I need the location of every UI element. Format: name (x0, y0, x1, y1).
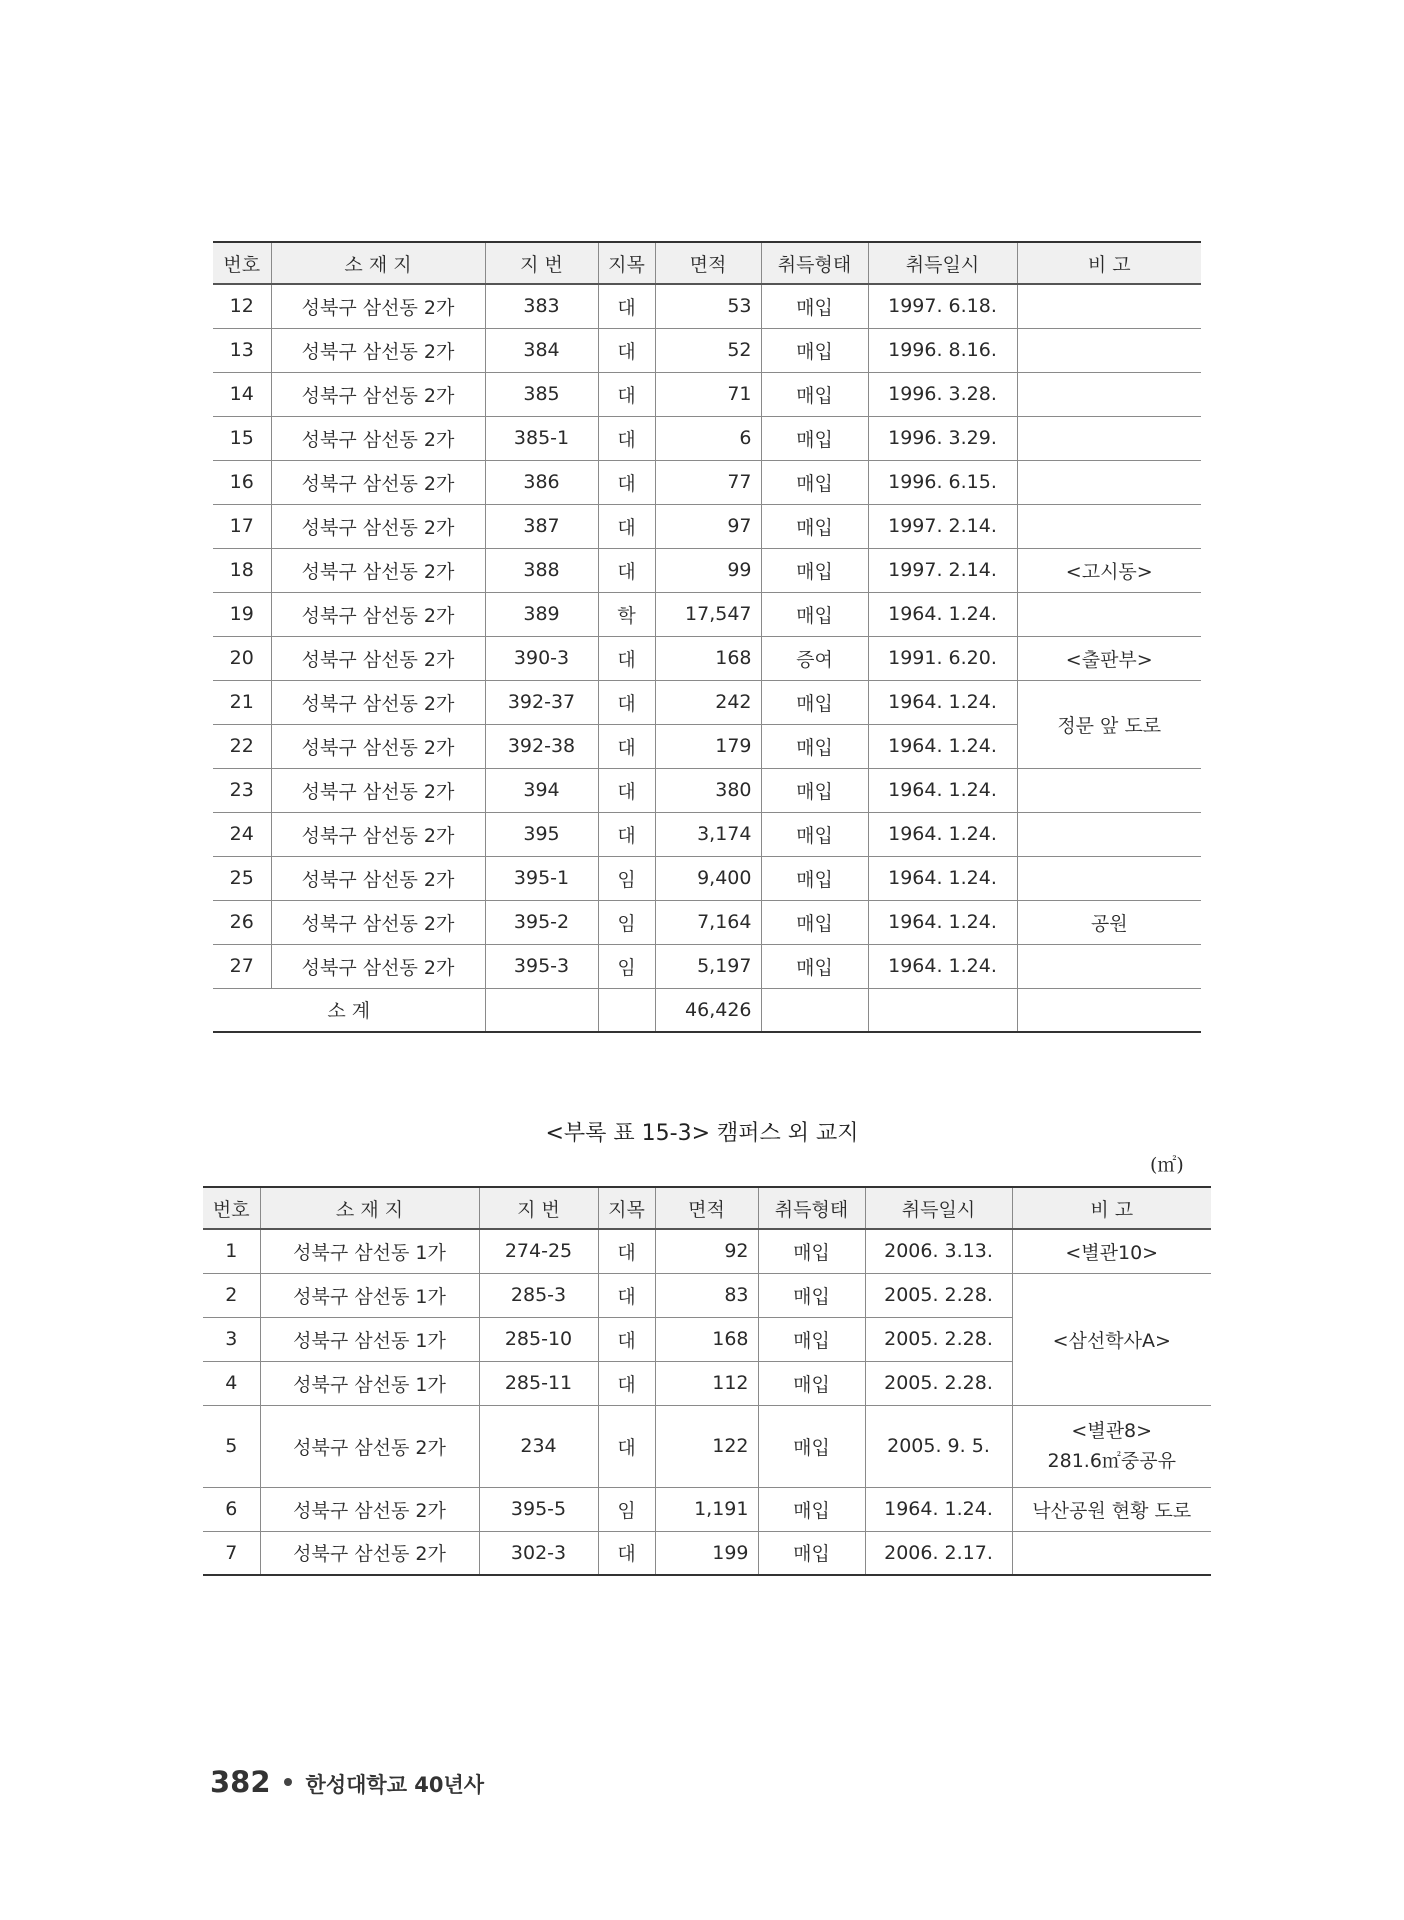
cell-remarks (1017, 504, 1201, 548)
cell-land-category: 대 (598, 812, 655, 856)
header-acquisition-type: 취득형태 (761, 242, 868, 284)
cell-lot-number: 395 (485, 812, 598, 856)
cell-land-category: 학 (598, 592, 655, 636)
cell-location: 성북구 삼선동 1가 (260, 1317, 479, 1361)
cell-location: 성북구 삼선동 2가 (271, 812, 485, 856)
cell-number: 6 (203, 1487, 260, 1531)
table-row (203, 1273, 1211, 1317)
table-row (203, 1531, 1211, 1575)
cell-remarks (1012, 1531, 1211, 1575)
cell-acquisition-type: 매입 (761, 680, 868, 724)
cell-lot-number: 388 (485, 548, 598, 592)
cell-land-category: 임 (598, 900, 655, 944)
table-row (213, 548, 1201, 592)
cell-acquisition-type: 매입 (758, 1317, 865, 1361)
cell-land-category: 임 (598, 1487, 655, 1531)
cell-land-category: 대 (598, 768, 655, 812)
header-lot-number: 지 번 (485, 242, 598, 284)
cell-land-category: 대 (598, 636, 655, 680)
cell-acquisition-date: 1964. 1.24. (868, 680, 1017, 724)
cell-location: 성북구 삼선동 2가 (271, 460, 485, 504)
cell-number: 17 (213, 504, 271, 548)
cell-acquisition-date: 1964. 1.24. (868, 944, 1017, 988)
cell-acquisition-type: 매입 (761, 900, 868, 944)
cell-number: 26 (213, 900, 271, 944)
table-row (213, 372, 1201, 416)
cell-remarks: <출판부> (1017, 636, 1201, 680)
cell-acquisition-date: 1964. 1.24. (865, 1487, 1012, 1531)
table-row (203, 1229, 1211, 1273)
cell-acquisition-date: 2006. 3.13. (865, 1229, 1012, 1273)
cell-land-category: 대 (598, 724, 655, 768)
cell-land-category: 대 (598, 460, 655, 504)
cell-lot-number: 395-5 (479, 1487, 598, 1531)
cell-acquisition-date: 1996. 6.15. (868, 460, 1017, 504)
cell-acquisition-type: 매입 (758, 1361, 865, 1405)
cell-acquisition-type: 매입 (758, 1273, 865, 1317)
table-row (213, 284, 1201, 328)
cell-lot-number: 302-3 (479, 1531, 598, 1575)
cell-acquisition-type: 매입 (758, 1405, 865, 1487)
cell-remarks (1017, 856, 1201, 900)
subtotal-empty-cell (485, 988, 598, 1032)
cell-location: 성북구 삼선동 2가 (260, 1405, 479, 1487)
cell-acquisition-date: 1964. 1.24. (868, 856, 1017, 900)
page-number: 382 (210, 1765, 271, 1799)
cell-remarks (1017, 592, 1201, 636)
cell-number: 15 (213, 416, 271, 460)
cell-lot-number: 285-10 (479, 1317, 598, 1361)
cell-land-category: 대 (598, 1317, 655, 1361)
cell-number: 1 (203, 1229, 260, 1273)
header-remarks: 비 고 (1012, 1187, 1211, 1229)
cell-location: 성북구 삼선동 2가 (271, 944, 485, 988)
cell-acquisition-type: 매입 (761, 328, 868, 372)
cell-remarks (1017, 416, 1201, 460)
cell-lot-number: 387 (485, 504, 598, 548)
bullet-dot-icon (284, 1778, 292, 1786)
cell-area: 380 (655, 768, 761, 812)
cell-acquisition-date: 1997. 2.14. (868, 548, 1017, 592)
table-header-row (203, 1187, 1211, 1229)
header-acquisition-date: 취득일시 (868, 242, 1017, 284)
cell-acquisition-type: 증여 (761, 636, 868, 680)
cell-remarks (1017, 328, 1201, 372)
cell-acquisition-date: 1996. 3.28. (868, 372, 1017, 416)
cell-number: 22 (213, 724, 271, 768)
cell-area: 17,547 (655, 592, 761, 636)
cell-acquisition-date: 2005. 2.28. (865, 1361, 1012, 1405)
cell-remarks: 정문 앞 도로 (1017, 680, 1201, 768)
cell-location: 성북구 삼선동 2가 (271, 592, 485, 636)
cell-area: 97 (655, 504, 761, 548)
cell-area: 168 (655, 636, 761, 680)
cell-remarks (1017, 944, 1201, 988)
cell-remarks: 공원 (1017, 900, 1201, 944)
remarks-line: 281.6㎡중공유 (1047, 1450, 1176, 1472)
cell-number: 23 (213, 768, 271, 812)
cell-land-category: 대 (598, 1405, 655, 1487)
cell-number: 5 (203, 1405, 260, 1487)
cell-number: 20 (213, 636, 271, 680)
cell-area: 168 (655, 1317, 758, 1361)
cell-area: 179 (655, 724, 761, 768)
cell-acquisition-date: 1964. 1.24. (868, 592, 1017, 636)
cell-lot-number: 394 (485, 768, 598, 812)
cell-lot-number: 389 (485, 592, 598, 636)
cell-number: 21 (213, 680, 271, 724)
cell-acquisition-date: 1991. 6.20. (868, 636, 1017, 680)
header-land-category: 지목 (598, 242, 655, 284)
cell-acquisition-type: 매입 (761, 724, 868, 768)
header-number: 번호 (203, 1187, 260, 1229)
cell-lot-number: 274-25 (479, 1229, 598, 1273)
cell-remarks: <고시동> (1017, 548, 1201, 592)
cell-acquisition-date: 2005. 9. 5. (865, 1405, 1012, 1487)
header-location: 소 재 지 (271, 242, 485, 284)
cell-location: 성북구 삼선동 2가 (271, 328, 485, 372)
header-location: 소 재 지 (260, 1187, 479, 1229)
cell-lot-number: 285-11 (479, 1361, 598, 1405)
cell-number: 14 (213, 372, 271, 416)
table-row (213, 592, 1201, 636)
cell-number: 2 (203, 1273, 260, 1317)
table-row (213, 856, 1201, 900)
cell-lot-number: 395-2 (485, 900, 598, 944)
cell-area: 77 (655, 460, 761, 504)
cell-acquisition-date: 1997. 2.14. (868, 504, 1017, 548)
header-number: 번호 (213, 242, 271, 284)
cell-land-category: 대 (598, 416, 655, 460)
table-row (203, 1487, 1211, 1531)
cell-lot-number: 395-1 (485, 856, 598, 900)
cell-number: 7 (203, 1531, 260, 1575)
cell-acquisition-date: 2006. 2.17. (865, 1531, 1012, 1575)
cell-area: 71 (655, 372, 761, 416)
cell-remarks (1017, 284, 1201, 328)
cell-remarks (1017, 460, 1201, 504)
table-row (213, 768, 1201, 812)
cell-lot-number: 385 (485, 372, 598, 416)
cell-number: 16 (213, 460, 271, 504)
cell-location: 성북구 삼선동 2가 (271, 372, 485, 416)
table-row (213, 680, 1201, 724)
cell-location: 성북구 삼선동 1가 (260, 1361, 479, 1405)
cell-remarks: 낙산공원 현황 도로 (1012, 1487, 1211, 1531)
cell-area: 52 (655, 328, 761, 372)
cell-number: 13 (213, 328, 271, 372)
cell-lot-number: 386 (485, 460, 598, 504)
cell-area: 1,191 (655, 1487, 758, 1531)
remarks-line: <별관8> (1071, 1419, 1153, 1442)
table-row (213, 900, 1201, 944)
cell-location: 성북구 삼선동 2가 (271, 856, 485, 900)
cell-location: 성북구 삼선동 2가 (271, 900, 485, 944)
cell-acquisition-type: 매입 (761, 944, 868, 988)
cell-area: 83 (655, 1273, 758, 1317)
cell-acquisition-type: 매입 (758, 1531, 865, 1575)
cell-number: 24 (213, 812, 271, 856)
cell-area: 242 (655, 680, 761, 724)
cell-location: 성북구 삼선동 2가 (271, 548, 485, 592)
cell-land-category: 대 (598, 1273, 655, 1317)
cell-area: 3,174 (655, 812, 761, 856)
cell-area: 5,197 (655, 944, 761, 988)
cell-location: 성북구 삼선동 2가 (271, 636, 485, 680)
cell-number: 12 (213, 284, 271, 328)
cell-location: 성북구 삼선동 1가 (260, 1273, 479, 1317)
cell-remarks: <삼선학사A> (1012, 1273, 1211, 1405)
cell-area: 112 (655, 1361, 758, 1405)
book-title: 한성대학교 40년사 (305, 1773, 485, 1797)
cell-remarks (1012, 1405, 1211, 1487)
table-row (213, 328, 1201, 372)
cell-area: 7,164 (655, 900, 761, 944)
cell-area: 122 (655, 1405, 758, 1487)
cell-acquisition-date: 1997. 6.18. (868, 284, 1017, 328)
cell-number: 3 (203, 1317, 260, 1361)
table-row (213, 416, 1201, 460)
cell-lot-number: 285-3 (479, 1273, 598, 1317)
table-header-row (213, 242, 1201, 284)
cell-acquisition-date: 1964. 1.24. (868, 768, 1017, 812)
header-area: 면적 (655, 242, 761, 284)
cell-acquisition-date: 2005. 2.28. (865, 1317, 1012, 1361)
cell-location: 성북구 삼선동 2가 (260, 1487, 479, 1531)
cell-land-category: 대 (598, 328, 655, 372)
cell-land-category: 대 (598, 548, 655, 592)
subtotal-empty-cell (761, 988, 868, 1032)
cell-location: 성북구 삼선동 2가 (271, 284, 485, 328)
cell-lot-number: 390-3 (485, 636, 598, 680)
land-table-off-campus (203, 1186, 1211, 1576)
cell-number: 4 (203, 1361, 260, 1405)
header-acquisition-date: 취득일시 (865, 1187, 1012, 1229)
cell-acquisition-date: 1996. 8.16. (868, 328, 1017, 372)
cell-acquisition-type: 매입 (761, 416, 868, 460)
cell-land-category: 대 (598, 372, 655, 416)
cell-acquisition-type: 매입 (761, 460, 868, 504)
cell-acquisition-date: 1996. 3.29. (868, 416, 1017, 460)
cell-remarks (1017, 768, 1201, 812)
cell-remarks: <별관10> (1012, 1229, 1211, 1273)
cell-land-category: 임 (598, 856, 655, 900)
header-remarks: 비 고 (1017, 242, 1201, 284)
header-lot-number: 지 번 (479, 1187, 598, 1229)
cell-number: 25 (213, 856, 271, 900)
cell-acquisition-type: 매입 (761, 856, 868, 900)
cell-acquisition-date: 1964. 1.24. (868, 812, 1017, 856)
cell-lot-number: 395-3 (485, 944, 598, 988)
cell-acquisition-type: 매입 (761, 504, 868, 548)
cell-number: 19 (213, 592, 271, 636)
cell-area: 199 (655, 1531, 758, 1575)
cell-area: 99 (655, 548, 761, 592)
cell-area: 9,400 (655, 856, 761, 900)
cell-acquisition-type: 매입 (761, 768, 868, 812)
unit-label: (㎡) (1150, 1154, 1184, 1176)
subtotal-empty-cell (868, 988, 1017, 1032)
cell-land-category: 대 (598, 1531, 655, 1575)
cell-number: 18 (213, 548, 271, 592)
cell-lot-number: 384 (485, 328, 598, 372)
cell-lot-number: 392-37 (485, 680, 598, 724)
cell-location: 성북구 삼선동 2가 (271, 416, 485, 460)
cell-area: 53 (655, 284, 761, 328)
table-row (213, 636, 1201, 680)
table-row (213, 812, 1201, 856)
cell-acquisition-type: 매입 (758, 1487, 865, 1531)
cell-land-category: 대 (598, 680, 655, 724)
cell-acquisition-date: 1964. 1.24. (868, 900, 1017, 944)
cell-acquisition-type: 매입 (761, 592, 868, 636)
cell-location: 성북구 삼선동 2가 (271, 680, 485, 724)
cell-location: 성북구 삼선동 2가 (271, 768, 485, 812)
cell-lot-number: 385-1 (485, 416, 598, 460)
cell-acquisition-type: 매입 (761, 812, 868, 856)
cell-land-category: 대 (598, 1361, 655, 1405)
cell-location: 성북구 삼선동 1가 (260, 1229, 479, 1273)
cell-land-category: 대 (598, 504, 655, 548)
cell-acquisition-type: 매입 (758, 1229, 865, 1273)
page-footer (210, 1765, 484, 1799)
cell-area: 6 (655, 416, 761, 460)
cell-acquisition-type: 매입 (761, 372, 868, 416)
cell-lot-number: 383 (485, 284, 598, 328)
subtotal-area: 46,426 (655, 988, 761, 1032)
table-row (203, 1405, 1211, 1487)
cell-acquisition-date: 2005. 2.28. (865, 1273, 1012, 1317)
cell-location: 성북구 삼선동 2가 (271, 504, 485, 548)
cell-land-category: 임 (598, 944, 655, 988)
cell-remarks (1017, 372, 1201, 416)
land-table-campus (213, 241, 1201, 1033)
cell-lot-number: 392-38 (485, 724, 598, 768)
cell-lot-number: 234 (479, 1405, 598, 1487)
cell-remarks (1017, 812, 1201, 856)
subtotal-row (213, 988, 1201, 1032)
cell-location: 성북구 삼선동 2가 (271, 724, 485, 768)
table-row (213, 460, 1201, 504)
subtotal-label: 소 계 (213, 988, 485, 1032)
cell-location: 성북구 삼선동 2가 (260, 1531, 479, 1575)
cell-acquisition-type: 매입 (761, 548, 868, 592)
cell-land-category: 대 (598, 1229, 655, 1273)
table-caption: <부록 표 15-3> 캠퍼스 외 교지 (545, 1121, 859, 1146)
header-area: 면적 (655, 1187, 758, 1229)
subtotal-empty-cell (1017, 988, 1201, 1032)
header-acquisition-type: 취득형태 (758, 1187, 865, 1229)
cell-area: 92 (655, 1229, 758, 1273)
cell-acquisition-date: 1964. 1.24. (868, 724, 1017, 768)
table-row (213, 504, 1201, 548)
subtotal-empty-cell (598, 988, 655, 1032)
cell-acquisition-type: 매입 (761, 284, 868, 328)
table-row (213, 944, 1201, 988)
cell-land-category: 대 (598, 284, 655, 328)
header-land-category: 지목 (598, 1187, 655, 1229)
cell-number: 27 (213, 944, 271, 988)
